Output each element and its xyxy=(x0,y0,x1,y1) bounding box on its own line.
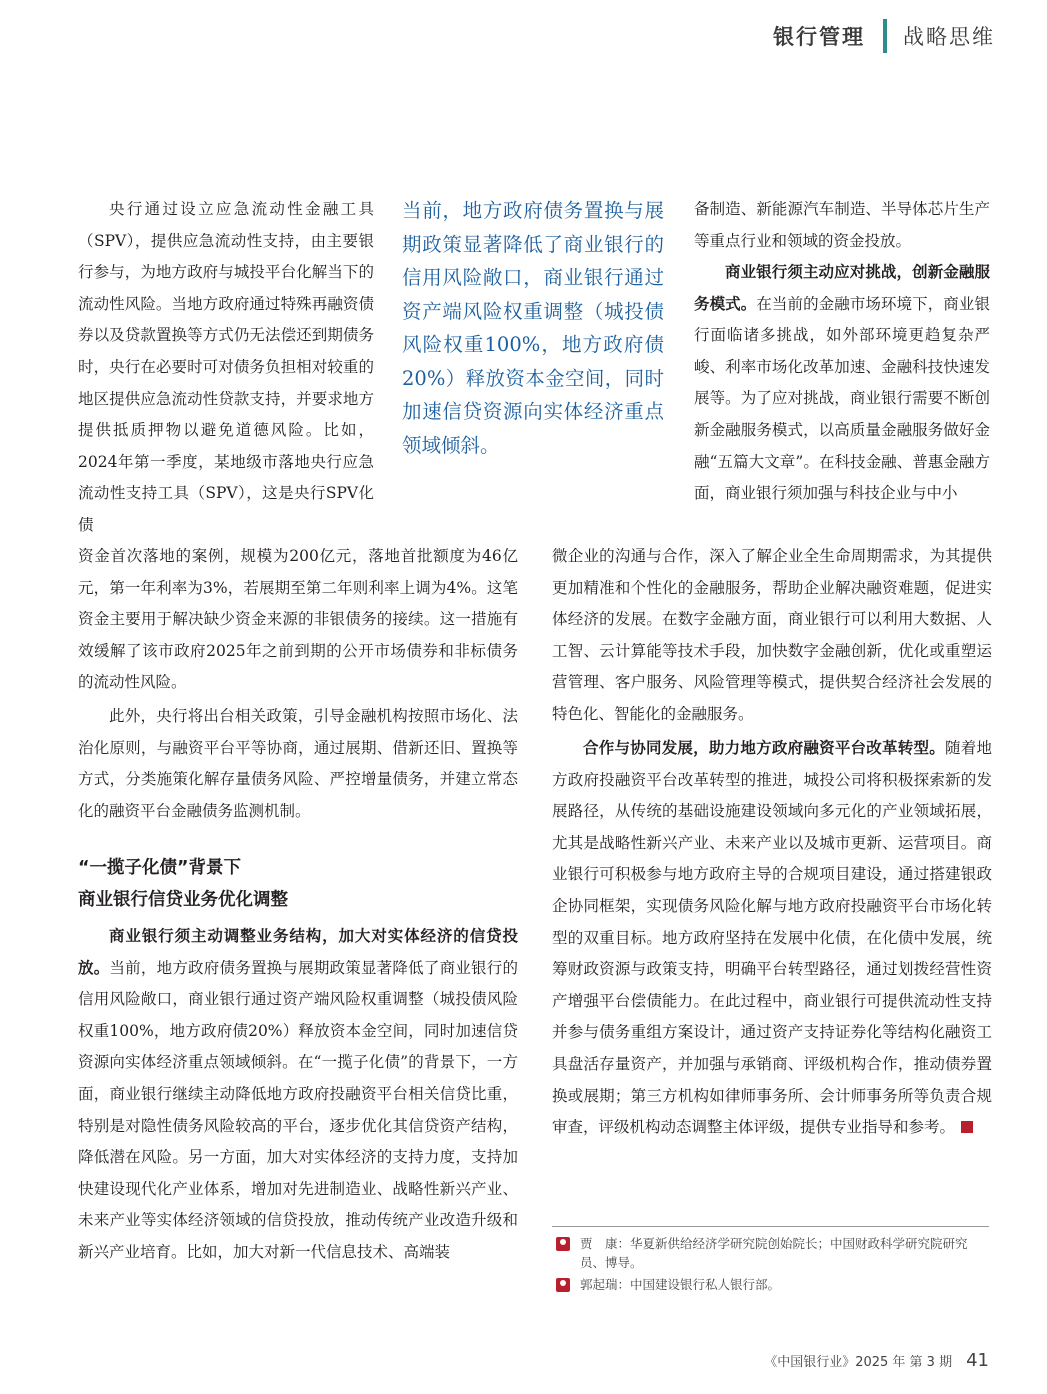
pull-quote: 当前，地方政府债务置换与展期政策显著降低了商业银行的信用风险敞口，商业银行通过资产端风险权重调整（城投债风险权重100%，地方政府债20%）释放资本金空间，同时加速信贷资源向实体经济重点领域倾斜。 xyxy=(402,199,664,457)
person-icon xyxy=(556,1237,570,1251)
lead-in-bold: 商业银行须主动调整业务结构，加大对实体经济的信贷投放。 xyxy=(78,927,518,977)
paragraph-body: 随着地方政府投融资平台改革转型的推进，城投公司将积极探索新的发展路径，从传统的基础设施建设领域向多元化的产业领域拓展，尤其是战略性新兴产业、未来产业以及城市更新、运营项目。商业银行可积极参与地方政府主导的合规项目建设，通过搭建银政企协同框架，实现债务风险化解与地方政府投融资平台市场化转型的双重目标。地方政府坚持在发展中化债，在化债中发展，统筹财政资源与政策支持，明确平台转型路径，通过划拨经营性资产增强平台偿债能力。在此过程中，商业银行可提供流动性支持并参与债务重组方案设计，通过资产支持证券化等结构化融资工具盘活存量资产，并加强与承销商、评级机构合作，推动债券置换或展期；第三方机构如律师事务所、会计师事务所等负责合规审查，评级机构动态调整主体评级，提供专业指导和参考。 xyxy=(552,739,992,1137)
journal-issue: 《中国银行业》2025 年 第 3 期 xyxy=(764,1355,953,1370)
right-paragraph-2-wide: 微企业的沟通与合作，深入了解企业全生命周期需求，为其提供更加精准和个性化的金融服务，帮助企业解决融资难题，促进实体经济的发展。在数字金融方面，商业银行可以利用大数据、人工智、云计算能等技术手段，加快数字金融创新，优化或重塑运营管理、客户服务、风险管理等模式，提供契合经济社会发展的特色化、智能化的金融服务。 xyxy=(552,547,992,723)
section-title: 银行管理 xyxy=(773,25,865,49)
author-note-2 xyxy=(556,1275,990,1294)
author-note-1 xyxy=(556,1234,990,1272)
author-description: 中国建设银行私人银行部。 xyxy=(630,1277,781,1292)
section-heading-line-2: 商业银行信贷业务优化调整 xyxy=(78,890,288,910)
section-heading-line-1: “一揽子化债”背景下 xyxy=(78,858,242,878)
person-icon xyxy=(556,1278,570,1292)
paragraph-body: 在当前的金融市场环境下，商业银行面临诸多挑战，如外部环境更趋复杂严峻、利率市场化改革加速、金融科技快速发展等。为了应对挑战，商业银行需要不断创新金融服务模式，以高质量金融服务做好金融“五篇大文章”。在科技金融、普惠金融方面，商业银行须加强与科技企业与中小 xyxy=(694,294,990,503)
subsection-title: 战略思维 xyxy=(903,25,995,49)
right-paragraph-2-narrow xyxy=(694,257,990,510)
right-paragraph-1: 备制造、新能源汽车制造、半导体芯片生产等重点行业和领域的资金投放。 xyxy=(694,200,990,250)
right-paragraph-3 xyxy=(552,733,992,1144)
author-name: 贾 康： xyxy=(580,1236,631,1251)
page-footer xyxy=(764,1350,989,1371)
running-header xyxy=(773,16,995,56)
paragraph-body: 当前，地方政府债务置换与展期政策显著降低了商业银行的信用风险敞口，商业银行通过资产端风险权重调整（城投债风险权重100%，地方政府债20%）释放资本金空间，同时加速信贷资源向实体经济重点领域倾斜。在“一揽子化债”的背景下，一方面，商业银行继续主动降低地方政府投融资平台相关信贷比重，特别是对隐性债务风险较高的平台，逐步优化其信贷资产结构，降低潜在风险。另一方面，加大对实体经济的支持力度，支持加快建设现代化产业体系，增加对先进制造业、战略性新兴产业、未来产业等实体经济领域的信贷投放，推动传统产业改造升级和新兴产业培育。比如，加大对新一代信息技术、高端装 xyxy=(78,958,518,1261)
left-paragraph-1-wide: 资金首次落地的案例，规模为200亿元，落地首批额度为46亿元，第一年利率为3%，若展期至第二年则利率上调为4%。这笔资金主要用于解决缺少资金来源的非银债务的接续。这一措施有效缓解了该市政府2025年之前到期的公开市场债券和非标债务的流动性风险。 xyxy=(78,547,518,692)
author-name: 郭起瑞： xyxy=(580,1277,631,1292)
lead-in-bold: 商业银行须主动应对挑战，创新金融服务模式。 xyxy=(694,263,990,313)
end-of-article-icon xyxy=(961,1121,973,1133)
author-description: 华夏新供给经济学研究院创始院长；中国财政科学研究院研究员、博导。 xyxy=(580,1236,968,1270)
author-divider xyxy=(552,1226,989,1227)
lead-in-bold: 合作与协同发展，助力地方政府融资平台改革转型。 xyxy=(583,739,945,757)
left-paragraph-1-narrow: 央行通过设立应急流动性金融工具（SPV），提供应急流动性支持，由主要银行参与，为地方政府与城投平台化解当下的流动性风险。当地方政府通过特殊再融资债券以及贷款置换等方式仍无法偿还到期债务时，央行在必要时可对债务负担相对较重的地区提供应急流动性贷款支持，并要求地方提供抵质押物以避免道德风险。比如，2024年第一季度，某地级市落地央行应急流动性支持工具（SPV），这是央行SPV化债 xyxy=(78,200,374,534)
header-divider xyxy=(883,19,887,53)
page-number: 41 xyxy=(966,1350,989,1371)
left-paragraph-2: 此外，央行将出台相关政策，引导金融机构按照市场化、法治化原则，与融资平台平等协商，通过展期、借新还旧、置换等方式，分类施策化解存量债务风险、严控增量债务，并建立常态化的融资平台金融债务监测机制。 xyxy=(78,707,518,820)
left-paragraph-3 xyxy=(78,921,518,1269)
